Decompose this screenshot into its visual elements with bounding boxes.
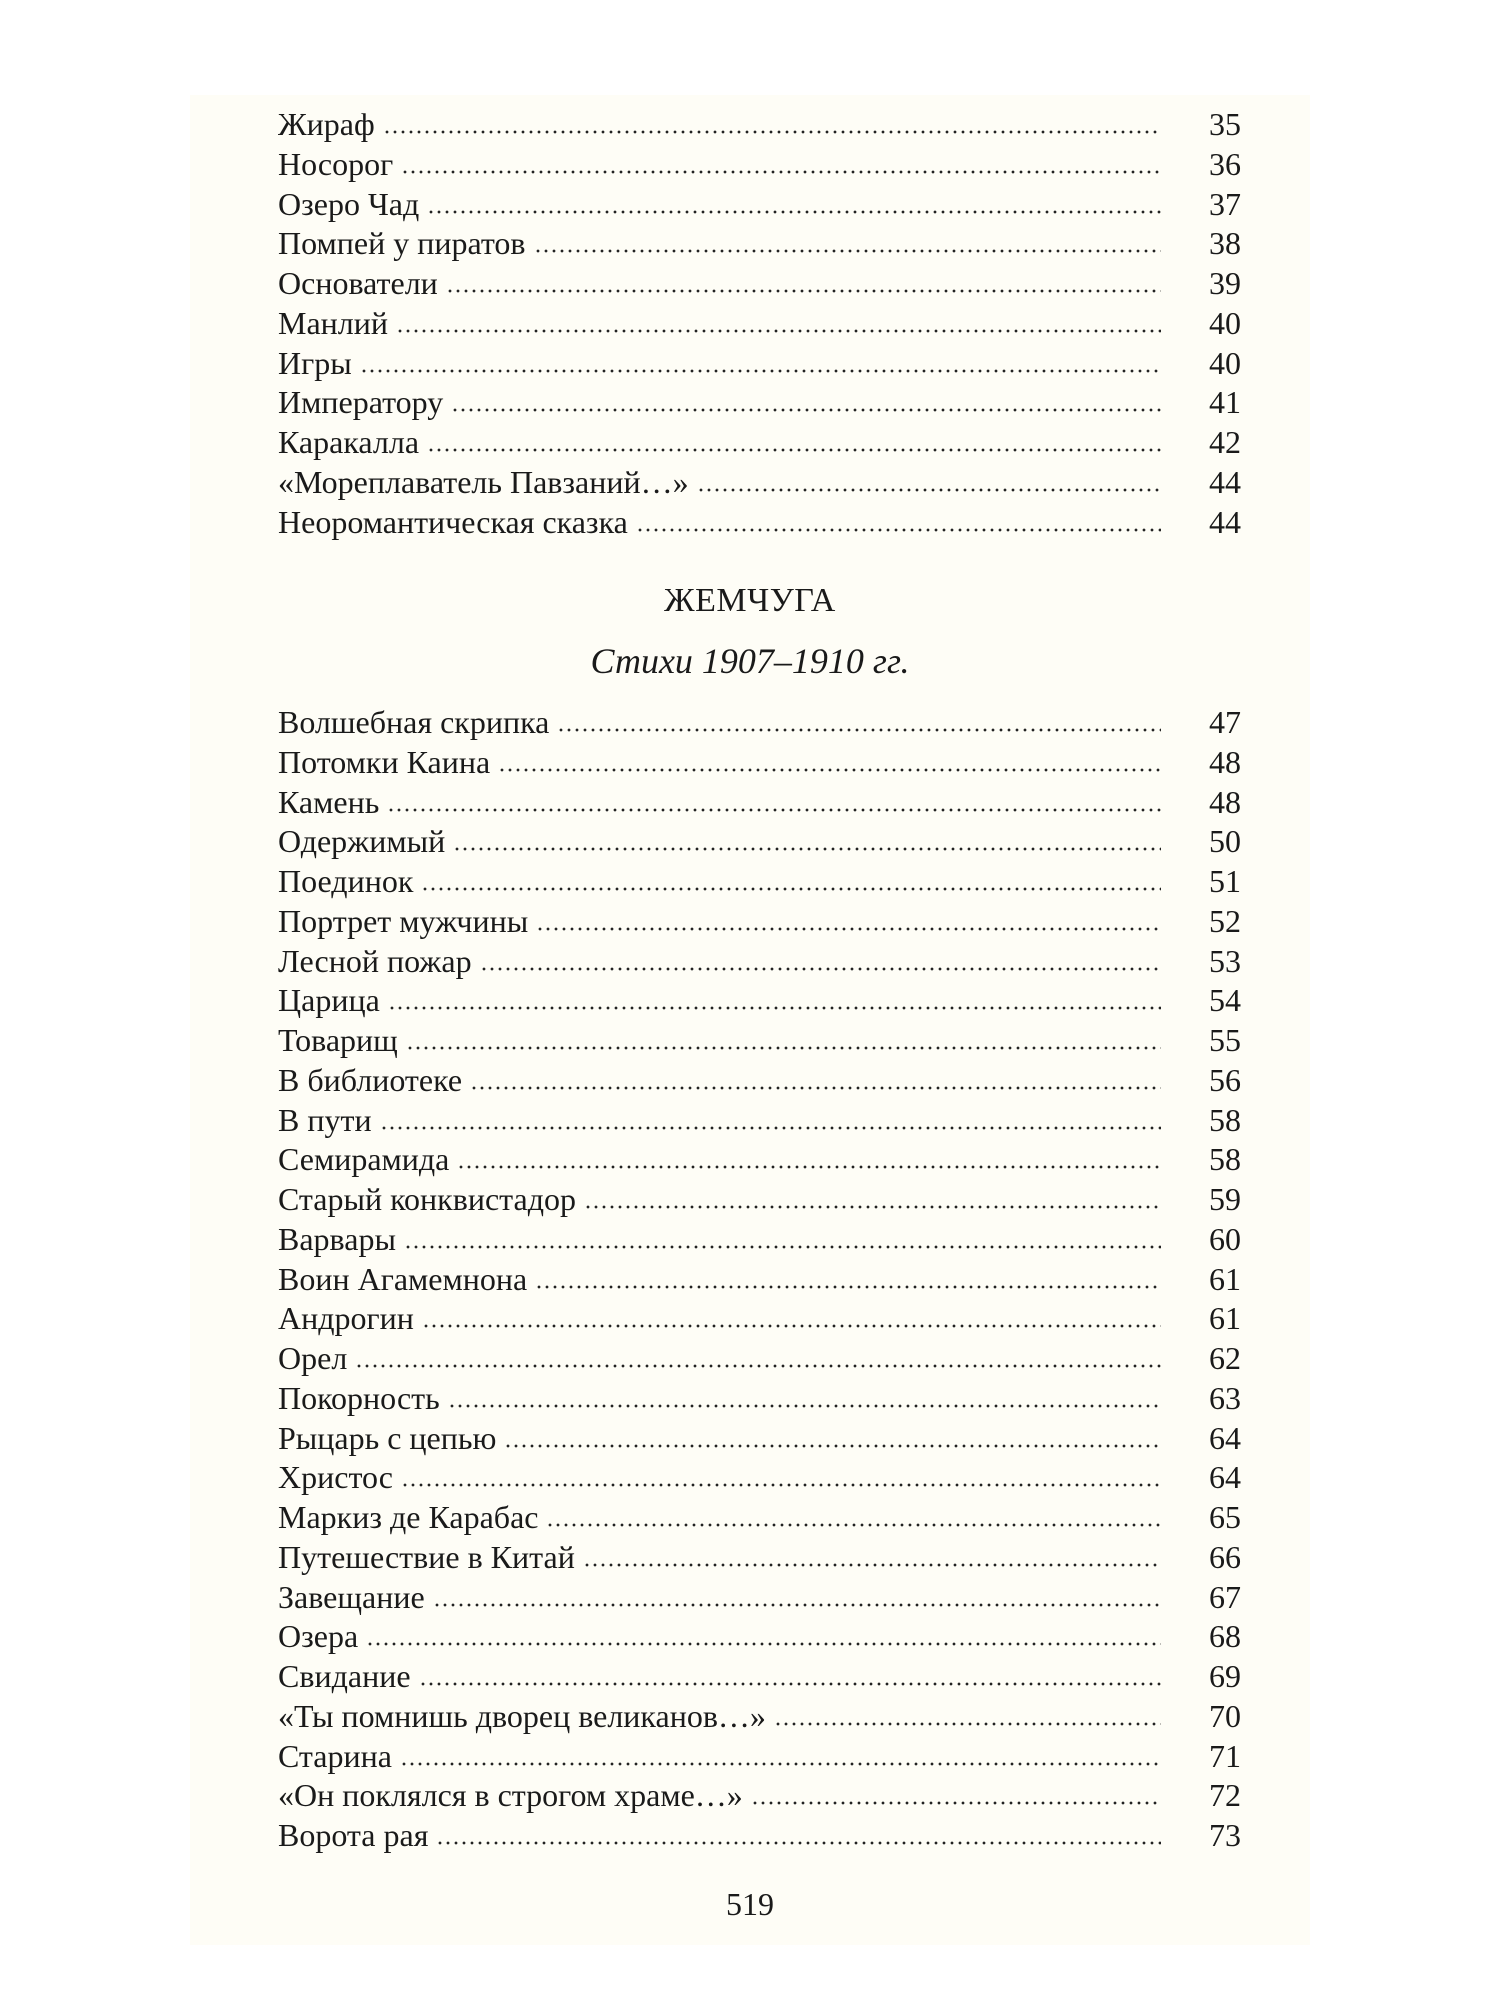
dot-leader-dots xyxy=(557,727,1161,733)
entry-page: 58 xyxy=(1209,1141,1241,1178)
dot-leader-dots xyxy=(422,1323,1161,1329)
dot-leader xyxy=(446,288,1161,328)
dot-leader xyxy=(470,1085,1161,1125)
page-number: 519 xyxy=(726,1886,774,1922)
entry-title: В пути xyxy=(278,1101,372,1138)
dot-leader-dots xyxy=(387,807,1161,813)
entry-title: Помпей у пиратов xyxy=(278,225,526,262)
dot-leader xyxy=(557,727,1161,767)
entry-page: 55 xyxy=(1209,1022,1241,1058)
entry-page: 61 xyxy=(1209,1300,1241,1337)
entry-page: 36 xyxy=(1209,145,1241,182)
dot-leader-dots xyxy=(498,767,1161,773)
entry-page: 41 xyxy=(1209,384,1241,421)
entry-title: Маркиз де Карабас xyxy=(278,1499,539,1535)
entry-page: 62 xyxy=(1209,1340,1241,1376)
entry-page: 65 xyxy=(1209,1499,1241,1535)
toc-section-2 xyxy=(278,703,1241,1856)
dot-leader xyxy=(422,1323,1161,1363)
entry-page: 40 xyxy=(1209,304,1241,341)
dot-leader-dots xyxy=(400,1761,1161,1767)
dot-leader xyxy=(504,1443,1161,1483)
entry-page: 50 xyxy=(1209,823,1241,860)
dot-leader-dots xyxy=(697,487,1161,493)
dot-leader-dots xyxy=(751,1800,1161,1806)
entry-title: Орел xyxy=(278,1340,348,1376)
entry-title: Камень xyxy=(278,783,380,820)
entry-title: Христос xyxy=(278,1459,393,1496)
entry-page: 61 xyxy=(1209,1260,1241,1297)
entry-page: 72 xyxy=(1209,1777,1241,1814)
entry-title: Волшебная скрипка xyxy=(278,704,550,740)
entry-title: Семирамида xyxy=(278,1141,450,1178)
entry-title: Манлий xyxy=(278,304,388,341)
dot-leader xyxy=(584,1204,1161,1244)
entry-page: 53 xyxy=(1209,942,1241,979)
dot-leader xyxy=(480,966,1161,1006)
entry-page: 67 xyxy=(1209,1578,1241,1615)
entry-title: Свидание xyxy=(278,1658,411,1694)
entry-page: 44 xyxy=(1209,463,1241,500)
entry-page: 56 xyxy=(1209,1061,1241,1098)
entry-page: 59 xyxy=(1209,1181,1241,1217)
dot-leader xyxy=(396,328,1161,368)
dot-leader xyxy=(751,1800,1161,1840)
entry-page: 42 xyxy=(1209,424,1241,460)
dot-leader-dots xyxy=(457,1164,1161,1170)
dot-leader-dots xyxy=(401,1482,1161,1488)
entry-title: В библиотеке xyxy=(278,1061,463,1098)
entry-title: Старый конквистадор xyxy=(278,1181,577,1217)
dot-leader-dots xyxy=(427,447,1161,453)
dot-leader xyxy=(583,1562,1161,1602)
dot-leader-dots xyxy=(360,368,1161,374)
entry-title: Основатели xyxy=(278,265,438,301)
dot-leader-dots xyxy=(774,1721,1161,1727)
dot-leader xyxy=(388,1005,1161,1045)
entry-title: Портрет мужчины xyxy=(278,902,529,939)
dot-leader-dots xyxy=(404,1244,1161,1250)
dot-leader-dots xyxy=(427,209,1161,215)
entry-title: Рыцарь с цепью xyxy=(278,1419,497,1456)
entry-page: 64 xyxy=(1209,1459,1241,1496)
dot-leader xyxy=(383,129,1161,169)
entry-title: Игры xyxy=(278,344,352,381)
entry-title: Императору xyxy=(278,384,444,421)
dot-leader-dots xyxy=(383,129,1161,135)
dot-leader-dots xyxy=(504,1443,1161,1449)
entry-title: Варвары xyxy=(278,1220,396,1257)
entry-page: 60 xyxy=(1209,1220,1241,1257)
entry-title: Озера xyxy=(278,1618,359,1655)
dot-leader xyxy=(406,1045,1161,1085)
entry-page: 69 xyxy=(1209,1658,1241,1694)
dot-leader-dots xyxy=(380,1125,1161,1131)
entry-page: 68 xyxy=(1209,1618,1241,1655)
dot-leader-dots xyxy=(583,1562,1161,1568)
entry-page: 47 xyxy=(1209,704,1241,740)
entry-page: 35 xyxy=(1209,106,1241,142)
dot-leader-dots xyxy=(366,1641,1161,1647)
section-subtitle: Стихи 1907–1910 гг. xyxy=(590,641,910,681)
dot-leader-dots xyxy=(536,926,1161,932)
entry-title: Носорог xyxy=(278,145,394,182)
entry-title: Покорность xyxy=(278,1379,440,1416)
dot-leader-dots xyxy=(451,407,1161,413)
entry-page: 38 xyxy=(1209,225,1241,262)
entry-title: Старина xyxy=(278,1737,392,1774)
section-heading: ЖЕМЧУГА xyxy=(664,582,836,619)
dot-leader-dots xyxy=(534,248,1162,254)
dot-leader xyxy=(636,527,1161,567)
entry-page: 73 xyxy=(1209,1817,1241,1853)
entry-title: Завещание xyxy=(278,1578,425,1615)
entry-page: 44 xyxy=(1209,503,1241,540)
entry-title: Путешествие в Китай xyxy=(278,1538,575,1575)
entry-title: Товарищ xyxy=(278,1022,398,1058)
dot-leader xyxy=(451,407,1161,447)
entry-title: Поединок xyxy=(278,863,414,899)
entry-title: Одержимый xyxy=(278,823,446,860)
entry-title: Каракалла xyxy=(278,424,420,460)
entry-page: 54 xyxy=(1209,982,1241,1019)
entry-title: Лесной пожар xyxy=(278,942,472,979)
dot-leader xyxy=(355,1363,1161,1403)
entry-page: 37 xyxy=(1209,185,1241,222)
dot-leader xyxy=(433,1602,1161,1642)
dot-leader-dots xyxy=(453,846,1161,852)
entry-page: 48 xyxy=(1209,743,1241,780)
dot-leader-dots xyxy=(436,1840,1161,1846)
entry-title: Царица xyxy=(278,982,380,1019)
dot-leader xyxy=(448,1403,1161,1443)
entry-page: 39 xyxy=(1209,265,1241,301)
entry-page: 64 xyxy=(1209,1419,1241,1456)
dot-leader-dots xyxy=(421,886,1161,892)
dot-leader-dots xyxy=(388,1005,1161,1011)
dot-leader xyxy=(366,1641,1161,1681)
entry-title: Озеро Чад xyxy=(278,185,420,222)
dot-leader xyxy=(535,1284,1161,1324)
dot-leader-dots xyxy=(355,1363,1161,1369)
dot-leader-dots xyxy=(433,1602,1161,1608)
dot-leader-dots xyxy=(480,966,1161,972)
entry-title: «Мореплаватель Павзаний…» xyxy=(278,463,689,500)
entry-page: 52 xyxy=(1209,902,1241,939)
dot-leader-dots xyxy=(470,1085,1161,1091)
dot-leader xyxy=(401,169,1161,209)
dot-leader xyxy=(774,1721,1161,1761)
dot-leader-dots xyxy=(406,1045,1161,1051)
dot-leader xyxy=(534,248,1162,288)
entry-title: Жираф xyxy=(278,106,375,142)
entry-title: «Ты помнишь дворец великанов…» xyxy=(278,1697,766,1734)
entry-title: Андрогин xyxy=(278,1300,414,1337)
entry-page: 40 xyxy=(1209,344,1241,381)
dot-leader xyxy=(360,368,1161,408)
dot-leader-dots xyxy=(584,1204,1161,1210)
dot-leader-dots xyxy=(448,1403,1161,1409)
entry-title: Потомки Каина xyxy=(278,743,491,780)
entry-page: 51 xyxy=(1209,863,1241,899)
dot-leader xyxy=(546,1522,1161,1562)
dot-leader-dots xyxy=(419,1681,1161,1687)
dot-leader xyxy=(436,1840,1161,1880)
dot-leader-dots xyxy=(446,288,1161,294)
entry-page: 70 xyxy=(1209,1697,1241,1734)
toc-section-1 xyxy=(278,105,1241,542)
dot-leader xyxy=(427,209,1161,249)
entry-title: «Он поклялся в строгом храме…» xyxy=(278,1777,743,1814)
toc-entry xyxy=(278,703,1241,743)
entry-page: 63 xyxy=(1209,1379,1241,1416)
dot-leader xyxy=(380,1125,1161,1165)
dot-leader xyxy=(536,926,1161,966)
dot-leader-dots xyxy=(401,169,1161,175)
entry-page: 48 xyxy=(1209,783,1241,820)
entry-title: Ворота рая xyxy=(278,1817,429,1853)
dot-leader-dots xyxy=(396,328,1161,334)
dot-leader xyxy=(697,487,1161,527)
entry-title: Воин Агамемнона xyxy=(278,1260,528,1297)
dot-leader xyxy=(453,846,1161,886)
toc-entry xyxy=(278,105,1241,145)
dot-leader xyxy=(387,807,1161,847)
dot-leader xyxy=(498,767,1161,807)
entry-title: Неоромантическая сказка xyxy=(278,503,628,540)
dot-leader-dots xyxy=(636,527,1161,533)
entry-page: 66 xyxy=(1209,1538,1241,1575)
dot-leader-dots xyxy=(546,1522,1161,1528)
entry-page: 58 xyxy=(1209,1101,1241,1138)
entry-page: 71 xyxy=(1209,1737,1241,1774)
dot-leader-dots xyxy=(535,1284,1161,1290)
